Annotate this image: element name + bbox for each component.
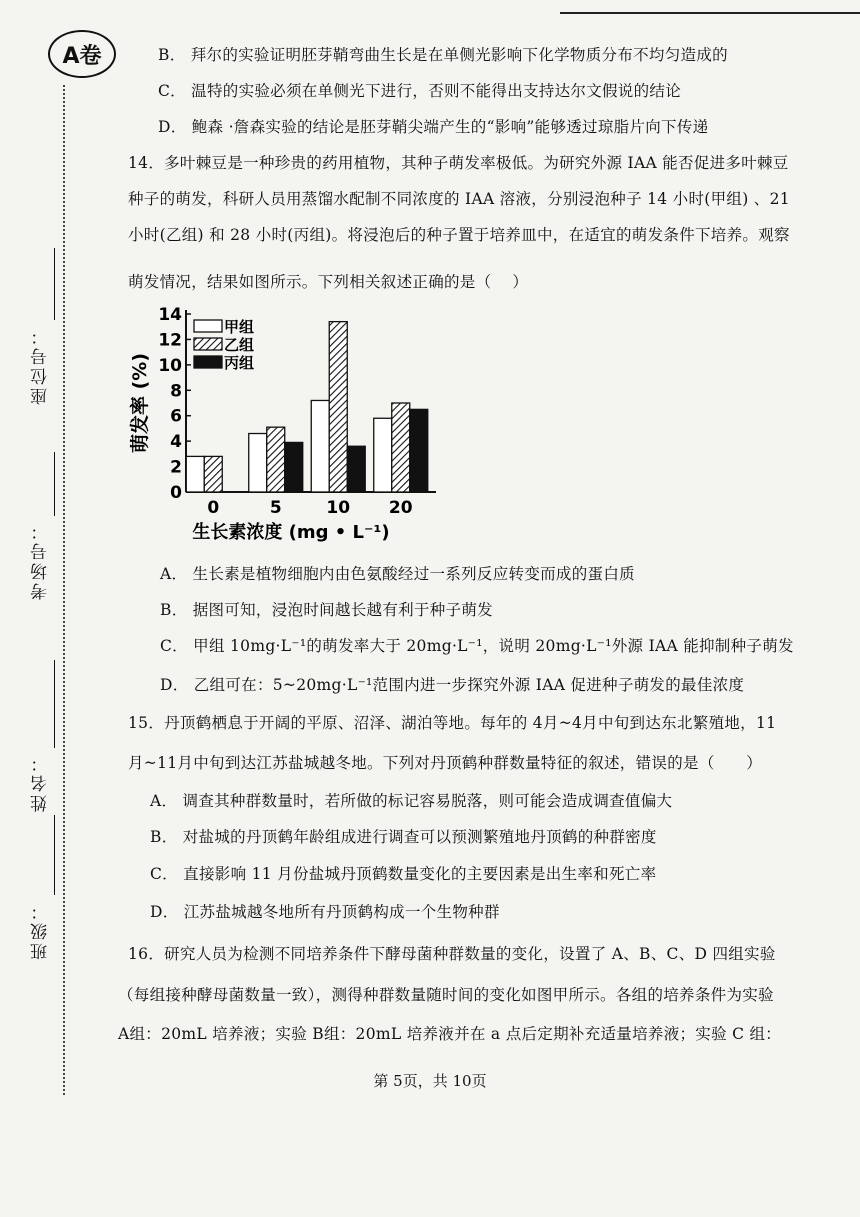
q16-stem-line-2: （每组接种酵母菌数量一致），测得种群数量随时间的变化如图甲所示。各组的培养条件为实验 [118,986,774,1004]
y-tick-label: 14 [158,305,182,325]
seat-number-blank[interactable] [54,248,55,320]
q14-option-d: D． 乙组可在：5~20mg·L⁻¹范围内进一步探究外源 IAA 促进种子萌发的最佳浓度 [160,676,745,694]
y-tick-label: 10 [158,355,182,376]
y-axis-label: 萌发率 (%) [129,352,151,454]
exam-room-label: 考场号： [31,520,51,600]
q14-option-a: A． 生长素是植物细胞内由色氨酸经过一系列反应转变而成的蛋白质 [160,565,635,583]
q15-option-a: A． 调查其种群数量时，若所做的标记容易脱落，则可能会造成调查值偏大 [150,792,673,810]
name-label: 姓名： [31,752,51,812]
q15-option-d: D． 江苏盐城越冬地所有丹顶鹤构成一个生物种群 [150,903,500,921]
q13-option-c: C． 温特的实验必须在单侧光下进行，否则不能得出支持达尔文假说的结论 [158,82,681,100]
binding-line [63,85,65,1095]
bar-甲组-0 [186,456,204,492]
bar-丙组-5 [285,442,303,492]
top-rule [560,12,860,14]
q15-stem-line-2: 月~11月中旬到达江苏盐城越冬地。下列对丹顶鹤种群数量特征的叙述，错误的是（ ） [128,754,763,772]
class-label: 班级： [31,900,51,960]
legend-swatch-甲组 [194,320,222,332]
y-tick-label: 2 [170,457,182,478]
x-tick-label: 5 [269,498,282,518]
class-blank[interactable] [54,815,55,895]
seat-number-label: 座位号： [31,325,51,405]
q14-stem-line-3: 小时(乙组) 和 28 小时(丙组)。将浸泡后的种子置于培养皿中，在适宜的萌发条件下培养。观察 [128,226,790,244]
y-tick-label: 0 [170,483,182,503]
exam-room-blank[interactable] [54,452,55,516]
q13-option-d: D． 鲍森 ·詹森实验的结论是胚芽鞘尖端产生的“影响”能够透过琼脂片向下传递 [158,118,709,136]
legend-swatch-乙组 [194,338,222,350]
q16-stem-line-3: A组：20mL 培养液；实验 B组：20mL 培养液并在 a 点后定期补充适量培养液；实验 C 组： [118,1025,782,1043]
bar-甲组-10 [311,400,329,492]
bar-甲组-5 [249,434,267,492]
bar-丙组-20 [410,409,428,492]
paper-version-badge: A卷 [48,30,116,78]
y-tick-label: 12 [158,330,182,351]
page-number: 第 5页，共 10页 [373,1072,487,1090]
q13-option-b: B． 拜尔的实验证明胚芽鞘弯曲生长是在单侧光影响下化学物质分布不均匀造成的 [158,46,728,64]
bar-甲组-20 [374,418,392,492]
legend-label: 甲组 [224,318,255,336]
bar-乙组-0 [204,456,222,492]
q15-option-b: B． 对盐城的丹顶鹤年龄组成进行调查可以预测繁殖地丹顶鹤的种群密度 [150,828,657,846]
bar-乙组-10 [329,322,347,492]
q15-stem-line-1: 15．丹顶鹤栖息于开阔的平原、沼泽、湖泊等地。每年的 4月~4月中旬到达东北繁殖地，11 [128,714,777,732]
x-axis-label: 生长素浓度 (mg • L⁻¹) [192,522,390,543]
legend-label: 丙组 [224,354,255,372]
x-tick-label: 10 [326,498,351,518]
q14-stem-line-1: 14．多叶棘豆是一种珍贵的药用植物，其种子萌发率极低。为研究外源 IAA 能否促进多叶棘豆 [128,154,789,172]
legend-swatch-丙组 [194,356,222,368]
q15-option-c: C． 直接影响 11 月份盐城丹顶鹤数量变化的主要因素是出生率和死亡率 [150,865,657,883]
y-tick-label: 8 [170,381,182,402]
x-tick-label: 0 [207,498,220,518]
x-tick-label: 20 [388,498,413,518]
q14-stem-line-4: 萌发情况，结果如图所示。下列相关叙述正确的是（ ） [128,273,529,291]
bar-丙组-10 [347,446,365,492]
y-tick-label: 4 [170,432,182,453]
name-blank[interactable] [54,660,55,748]
q14-stem-line-2: 种子的萌发，科研人员用蒸馏水配制不同浓度的 IAA 溶液，分别浸泡种子 14 小时(甲组) 、21 [128,190,790,208]
q14-option-b: B． 据图可知，浸泡时间越长越有利于种子萌发 [160,601,493,619]
germination-rate-chart [128,300,458,550]
bar-乙组-20 [392,403,410,492]
legend-label: 乙组 [224,336,255,354]
y-tick-label: 6 [170,406,182,427]
q16-stem-line-1: 16．研究人员为检测不同培养条件下酵母菌种群数量的变化，设置了 A、B、C、D 四组实验 [128,945,776,963]
bar-乙组-5 [267,427,285,492]
q14-option-c: C． 甲组 10mg·L⁻¹的萌发率大于 20mg·L⁻¹，说明 20mg·L⁻¹外源 IAA 能抑制种子萌发 [160,637,794,655]
